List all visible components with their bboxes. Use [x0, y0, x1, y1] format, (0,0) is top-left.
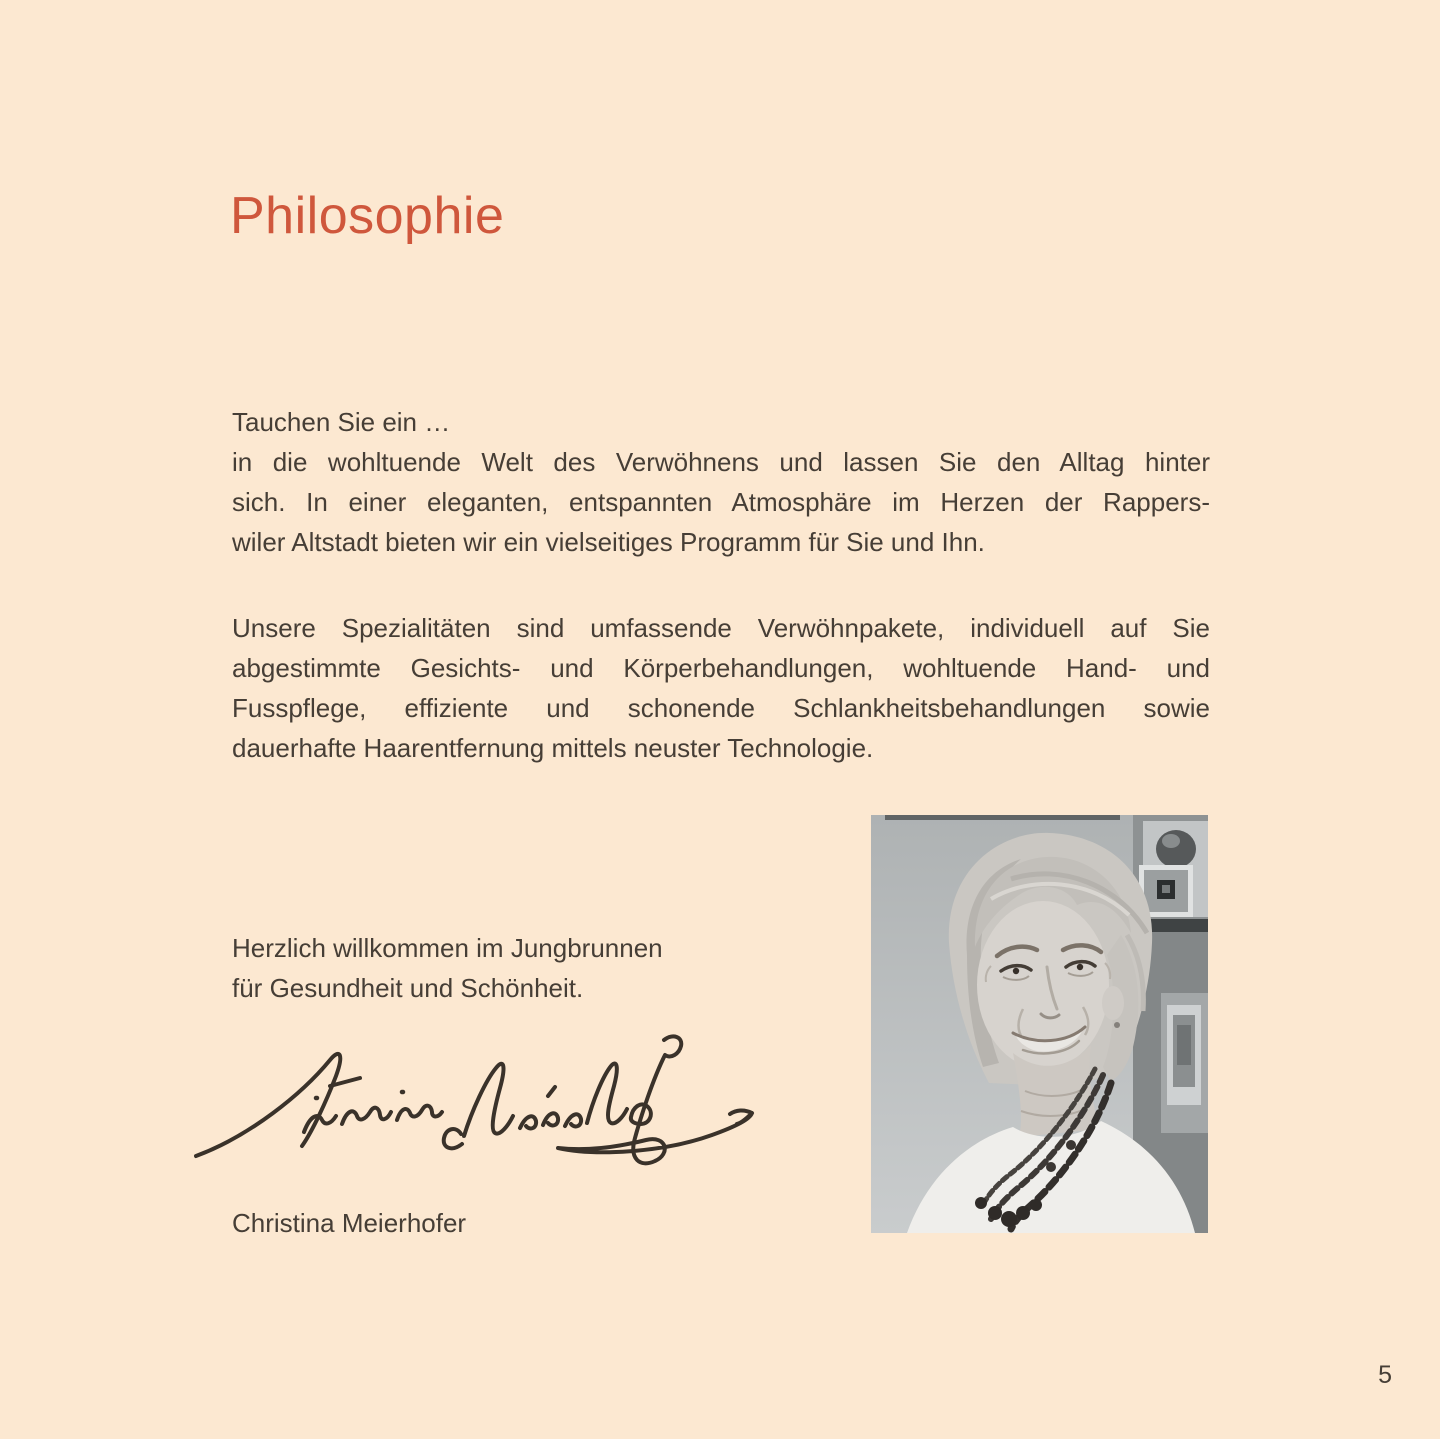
specialties-line-3: Fusspflege, effiziente und schonende Schlankheitsbehandlungen sowie [232, 693, 1210, 723]
signature-stroke-ristina [304, 1106, 442, 1132]
signature-stroke-m [444, 1064, 513, 1149]
earring [1114, 1022, 1120, 1028]
welcome-line-2: für Gesundheit und Schönheit. [232, 973, 584, 1003]
signature-svg [190, 1032, 775, 1172]
portrait-photo [871, 815, 1208, 1233]
specialties-line-1: Unsere Spezialitäten sind umfassende Verwöhnpakete, individuell auf Sie [232, 613, 1210, 643]
intro-heading: Tauchen Sie ein … [232, 407, 451, 437]
signature-image [190, 1032, 775, 1172]
specialties-line-4: dauerhafte Haarentfernung mittels neuster Technologie. [232, 733, 874, 763]
signature-flourish [558, 1036, 752, 1163]
page-number: 5 [1378, 1361, 1392, 1389]
page-title: Philosophie [230, 187, 505, 245]
specialties-line-2: abgestimmte Gesichts- und Körperbehandlungen, wohltuende Hand- und [232, 653, 1210, 683]
signature-stroke-ch [196, 1054, 340, 1156]
welcome-line-1: Herzlich willkommen im Jungbrunnen [232, 933, 663, 963]
intro-line-2: sich. In einer eleganten, entspannten Atmosphäre im Herzen der Rappers- [232, 487, 1210, 517]
specialties-section [232, 608, 1210, 768]
intro-line-3: wiler Altstadt bieten wir ein vielseitiges Programm für Sie und Ihn. [232, 527, 985, 557]
intro-section [232, 402, 1210, 562]
signature-name: Christina Meierhofer [232, 1208, 467, 1238]
signature-stroke-eier [520, 1113, 581, 1128]
intro-line-1: in die wohltuende Welt des Verwöhnens und lassen Sie den Alltag hinter [232, 447, 1210, 477]
ear [1102, 986, 1124, 1020]
portrait-svg [871, 815, 1208, 1233]
signature-accent [548, 1087, 555, 1096]
